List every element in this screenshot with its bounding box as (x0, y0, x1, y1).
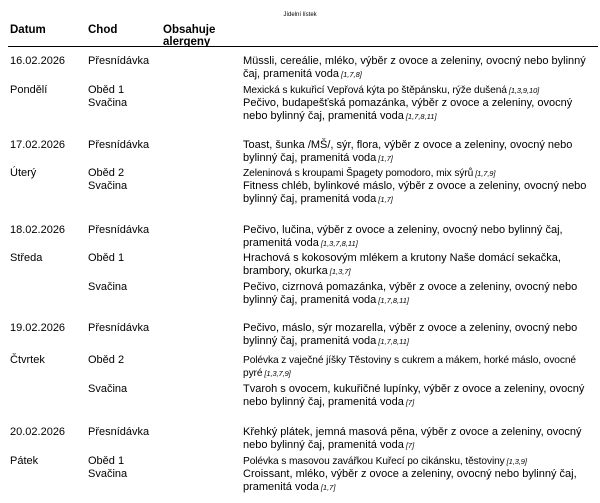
row-date: 16.02.2026 (10, 55, 66, 67)
meal-allergens: [7] (405, 398, 415, 407)
meal-allergens: [1,7] (378, 154, 393, 163)
row-course: Svačina (88, 281, 128, 293)
meal-text: Zeleninová s kroupami Špagety pomodoro, mix sýrů (243, 168, 474, 179)
row-course: Přesnídávka (88, 139, 150, 151)
row-meal (243, 468, 595, 494)
row-course: Oběd 2 (88, 167, 125, 179)
row-course: Přesnídávka (88, 55, 150, 67)
row-meal (243, 455, 595, 468)
row-meal (243, 167, 595, 180)
meal-text: Pečivo, budapešťská pomazánka, výběr z ovoce a zeleniny, ovocný nebo bylinný čaj, pramenitá voda (243, 97, 573, 122)
column-header-course: Chod (88, 24, 118, 36)
meal-text: Pečivo, lučina, výběr z ovoce a zeleniny, ovocný nebo bylinný čaj, pramenitá voda (243, 224, 563, 249)
meal-allergens: [1,7,9] (475, 169, 496, 178)
row-course: Přesnídávka (88, 322, 150, 334)
row-course: Přesnídávka (88, 426, 150, 438)
meal-allergens: [1,7] (378, 195, 393, 204)
row-meal (243, 97, 595, 123)
row-meal (243, 55, 595, 81)
row-date: Čtvrtek (10, 354, 45, 366)
meal-allergens: [1,7,8] (341, 70, 362, 79)
meal-text: Křehký plátek, jemná masová pěna, výběr z ovoce a zeleniny, ovocný nebo bylinný čaj, pramenitá voda (243, 426, 582, 451)
row-course: Oběd 1 (88, 84, 125, 96)
meal-text: Polévka z vaječné jíšky Těstoviny s cukrem a mákem, horké máslo, ovocné pyré (243, 355, 576, 379)
meal-allergens: [1,7,8,11] (405, 112, 437, 121)
meal-text: Mexická s kukuřicí Vepřová kýta po štěpánsku, rýže dušená (243, 85, 507, 96)
row-meal (243, 180, 595, 206)
header-divider (8, 46, 598, 47)
row-course: Oběd 2 (88, 354, 125, 366)
row-date: 17.02.2026 (10, 139, 66, 151)
row-meal (243, 84, 595, 97)
meal-allergens: [1,3,9,10] (508, 86, 540, 95)
meal-text: Müssli, cereálie, mléko, výběr z ovoce a zeleniny, ovocný nebo bylinný čaj, pramenitá voda (243, 55, 586, 80)
row-date: 20.02.2026 (10, 426, 66, 438)
row-date: 18.02.2026 (10, 224, 66, 236)
row-meal (243, 252, 595, 278)
meal-allergens: [1,3,7] (329, 267, 351, 276)
column-header-allergens: Obsahuje alergeny (163, 24, 216, 46)
meal-text: Pečivo, máslo, sýr mozarella, výběr z ovoce a zeleniny, ovocný nebo bylinný čaj, pramenitá voda (243, 322, 578, 347)
row-meal (243, 139, 595, 165)
meal-text: Hrachová s kokosovým mlékem a krutony Naše domácí sekačka, brambory, okurka (243, 252, 561, 277)
row-course: Svačina (88, 97, 128, 109)
meal-allergens: [1,7,8,11] (378, 296, 410, 305)
meal-text: Tvaroh s ovocem, kukuřičné lupínky, výběr z ovoce a zeleniny, ovocný nebo bylinný čaj, pramenitá voda (243, 383, 585, 408)
row-date: 19.02.2026 (10, 322, 66, 334)
row-course: Svačina (88, 468, 128, 480)
row-course: Oběd 1 (88, 455, 125, 467)
row-meal (243, 426, 595, 452)
row-course: Přesnídávka (88, 224, 150, 236)
row-course: Oběd 1 (88, 252, 125, 264)
row-date: Pátek (10, 455, 39, 467)
column-header-date: Datum (10, 24, 46, 36)
meal-text: Croissant, mléko, výběr z ovoce a zeleniny, ovocný nebo bylinný čaj, pramenitá voda (243, 468, 577, 493)
meal-allergens: [1,3,7,8,11] (320, 239, 358, 248)
meal-allergens: [1,3,9] (506, 457, 527, 466)
meal-text: Polévka s masovou zavářkou Kuřecí po cikánsku, těstoviny (243, 456, 505, 467)
row-course: Svačina (88, 383, 128, 395)
meal-text: Fitness chléb, bylinkové máslo, výběr z ovoce a zeleniny, ovocný nebo bylinný čaj, pramenitá voda (243, 180, 587, 205)
document-title: Jídelní lístek (283, 12, 317, 18)
row-meal (243, 354, 595, 380)
meal-allergens: [1,3,7,9] (264, 369, 291, 378)
row-course: Svačina (88, 180, 128, 192)
meal-allergens: [1,7] (320, 483, 336, 492)
row-date: Pondělí (10, 84, 48, 96)
meal-text: Pečivo, cizrnová pomazánka, výběr z ovoce a zeleniny, ovocný nebo bylinný čaj, pramenitá voda (243, 281, 578, 306)
row-meal (243, 224, 595, 250)
meal-text: Toast, šunka /MŠ/, sýr, flora, výběr z ovoce a zeleniny, ovocný nebo bylinný čaj, pramenitá voda (243, 139, 573, 164)
row-date: Úterý (10, 167, 37, 179)
row-date: Středa (10, 252, 43, 264)
meal-allergens: [1,7,8,11] (378, 337, 410, 346)
meal-allergens: [7] (405, 441, 415, 450)
row-meal (243, 322, 595, 348)
row-meal (243, 281, 595, 307)
row-meal (243, 383, 595, 409)
